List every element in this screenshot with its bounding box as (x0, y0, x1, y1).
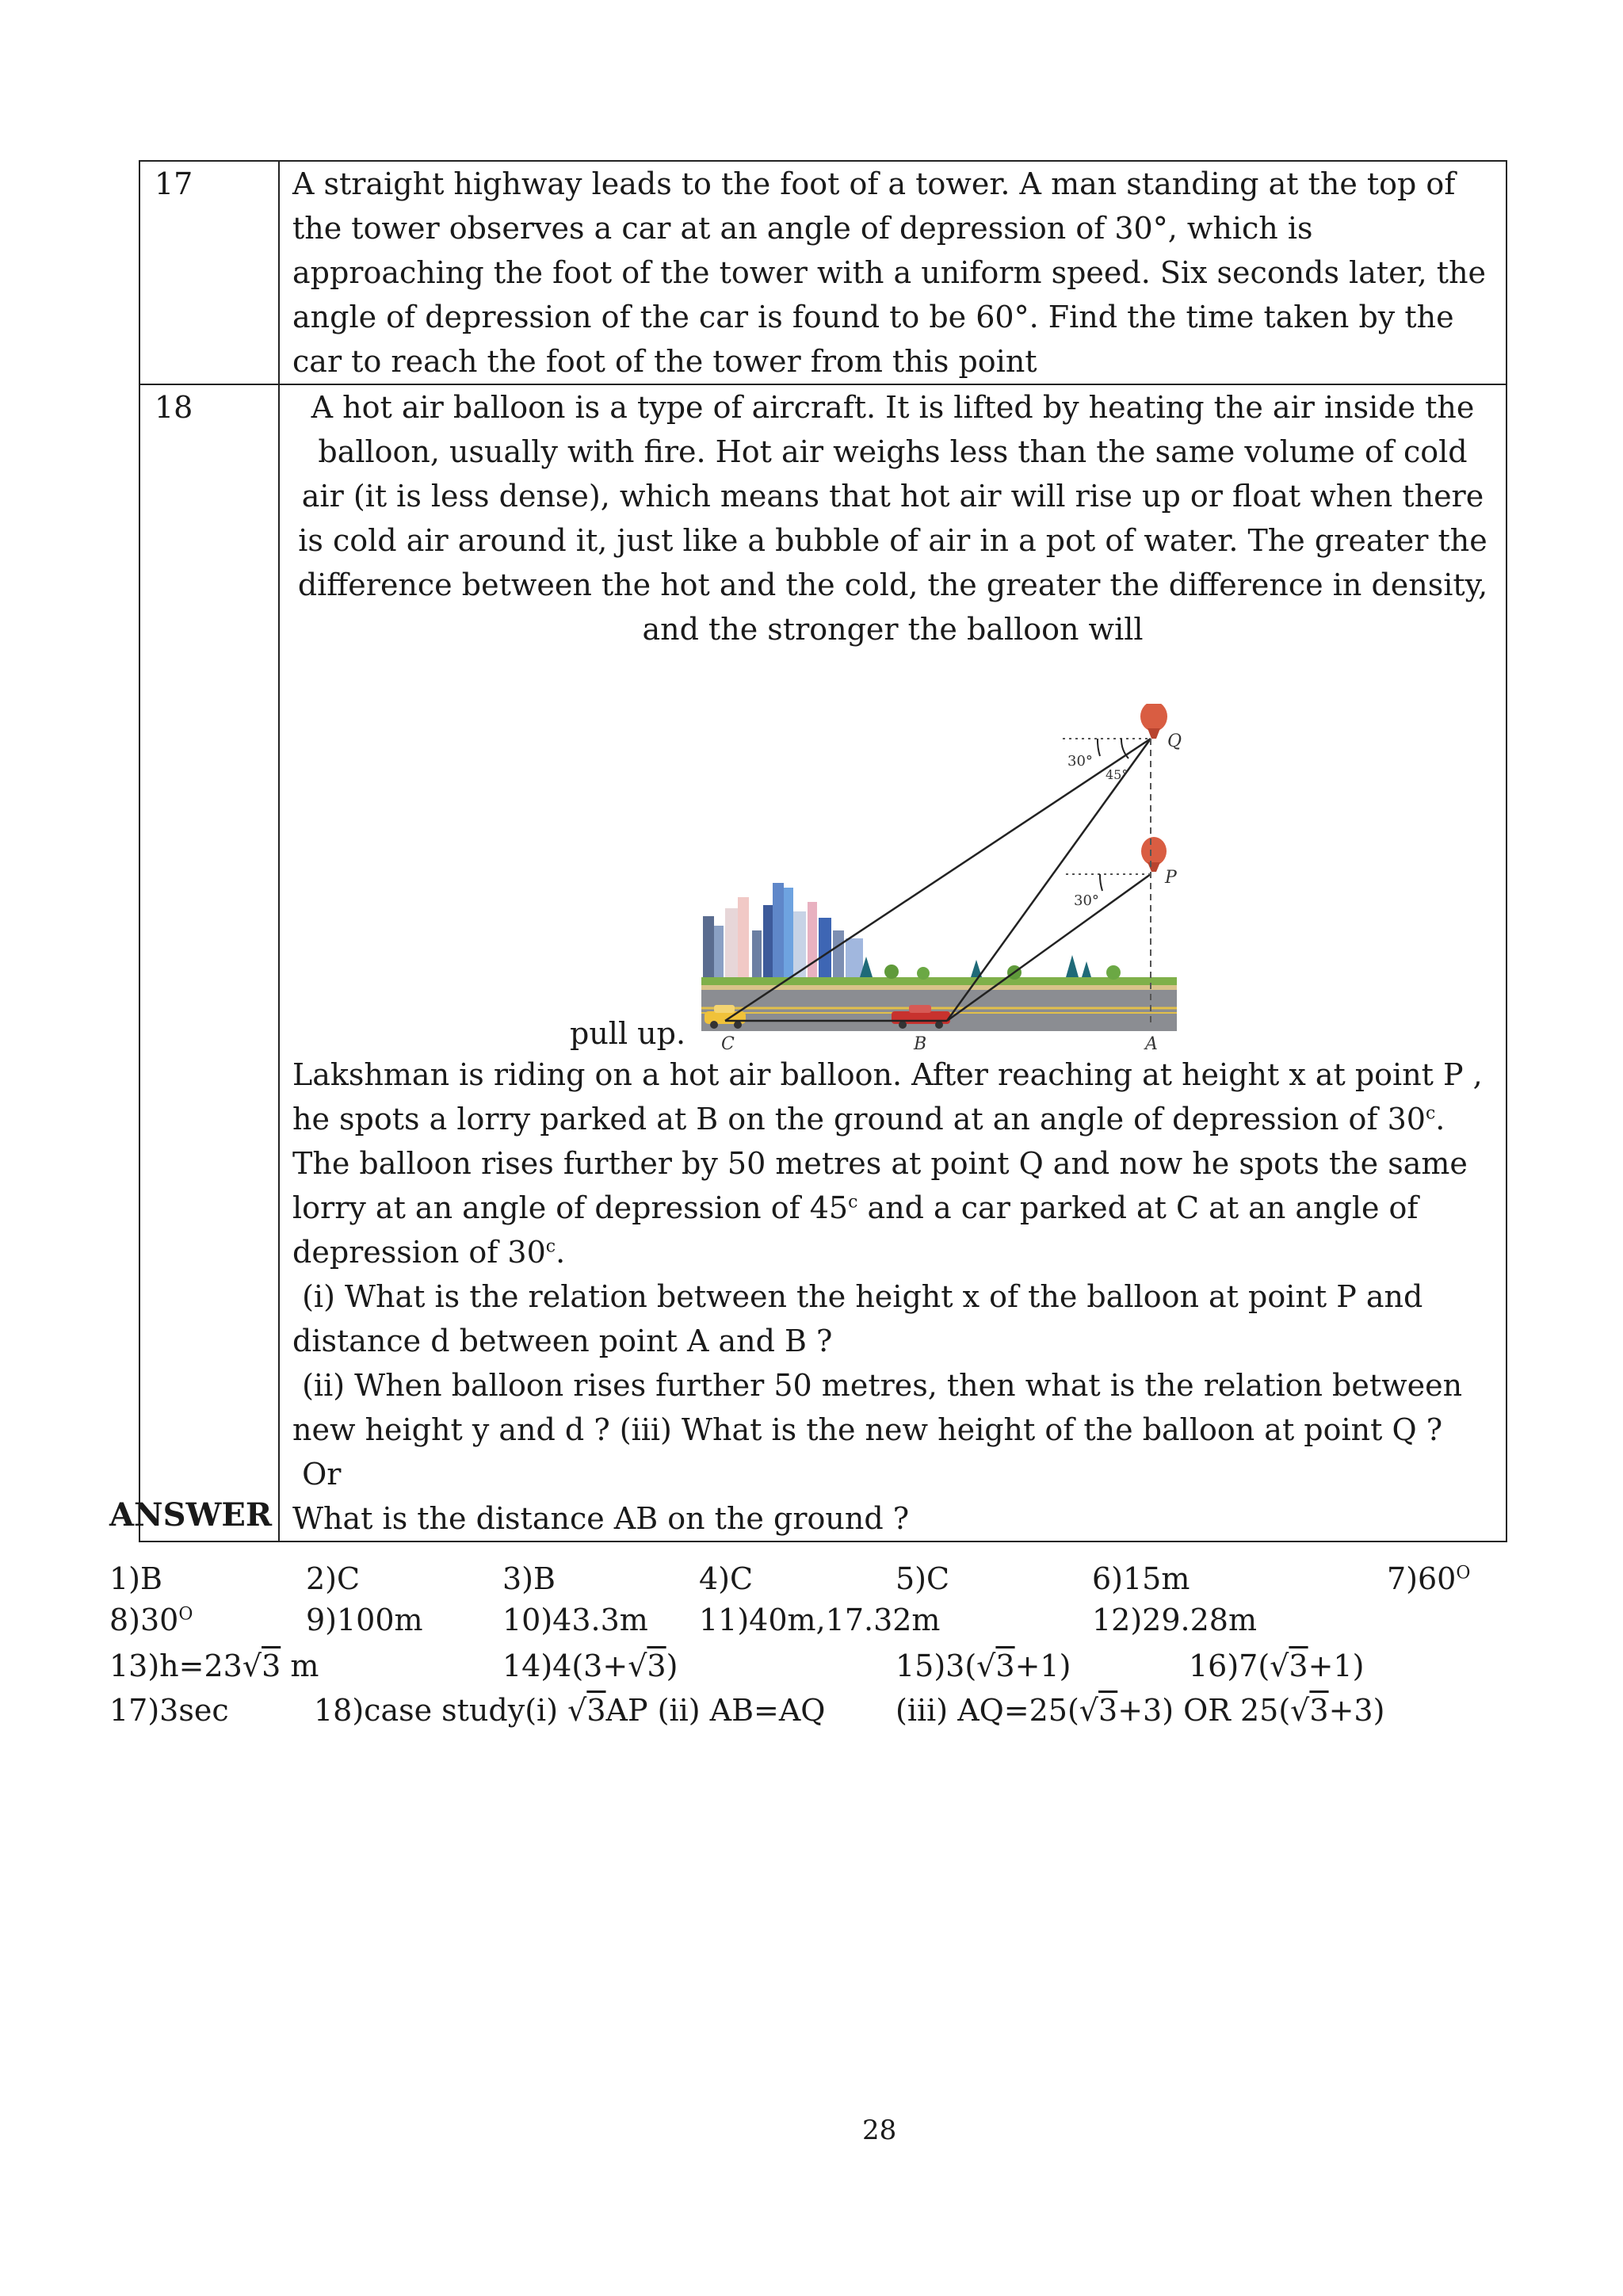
answer-4: 4)C (699, 1561, 754, 1596)
angle-label-q-45: 45° (1106, 767, 1128, 782)
answer-9: 9)100m (306, 1603, 423, 1637)
degree-sup: c (545, 1236, 556, 1257)
answer-17: 17)3sec (109, 1693, 229, 1728)
answer-8: $8)30^O$ (109, 1603, 193, 1637)
body-text: . (556, 1235, 566, 1270)
answer-12: 12)29.28m (1092, 1603, 1257, 1637)
answer-title: ANSWER (109, 1496, 273, 1534)
label-a: A (1145, 1034, 1158, 1052)
answer-2: 2)C (306, 1561, 361, 1596)
angle-label-q-30: 30° (1067, 753, 1093, 770)
answer-1: 1)B (109, 1561, 162, 1596)
question-body (279, 384, 1507, 1541)
question-number: 18 (139, 384, 279, 1541)
balloon-p-icon (1141, 837, 1167, 872)
or-text: Or (292, 1457, 342, 1492)
answer-15: 15)3(√3+1) (896, 1648, 1071, 1683)
answer-6: 6)15m (1092, 1561, 1190, 1596)
question-row-17 (139, 161, 1507, 384)
figure-row (292, 656, 1493, 1052)
questions-table (139, 160, 1507, 1542)
body-text: and a car parked at C at an angle of depression of 30 (292, 1190, 1419, 1270)
label-p: P (1165, 868, 1177, 888)
question-number: 17 (139, 161, 279, 384)
page-number: 28 (862, 2115, 897, 2146)
answer-7: $7)60^O$ (1387, 1561, 1471, 1596)
pull-up-text: pull up. (570, 1016, 686, 1051)
answer-13: 13)h=23√3 m (109, 1648, 319, 1683)
answer-18-iii: (iii) AQ=25(√3+3) OR 25(√3+3) (896, 1693, 1385, 1728)
degree-sup: c (848, 1192, 858, 1213)
question-row-18 (139, 384, 1507, 1541)
part-ii: (ii) When balloon rises further 50 metres, then what is the relation between new height y and d ? (iii) What is the new height of the balloon at point Q ? (292, 1368, 1472, 1447)
label-c: C (721, 1034, 735, 1052)
part-i: (i) What is the relation between the height x of the balloon at point P and distance d between point A and B ? (292, 1279, 1433, 1358)
case-study-intro: A hot air balloon is a type of aircraft. It is lifted by heating the air inside the balloon, usually with fire. Hot air weighs less than the same volume of cold air (it is less dense), which means that hot air will rise up or float when there is cold air around it, just like a bubble of air in a pot of water. The greater the difference between the hot and the cold, the greater the difference in density, and the stronger the balloon will (297, 390, 1488, 647)
label-q: Q (1167, 732, 1182, 751)
balloon-q-icon (1140, 704, 1167, 739)
answer-5: 5)C (896, 1561, 950, 1596)
last-question: What is the distance AB on the ground ? (292, 1501, 910, 1536)
answer-18: 18)case study(i) √3AP (ii) AB=AQ (314, 1693, 826, 1728)
city-skyline-illustration (701, 883, 1177, 985)
body-text: Lakshman is riding on a hot air balloon. After reaching at height x at point P , he spots a lorry parked at B on the ground at an angle of depression of 30 (292, 1057, 1483, 1137)
answer-11: 11)40m,17.32m (699, 1603, 941, 1637)
balloon-diagram (701, 704, 1193, 1052)
answer-16: 16)7(√3+1) (1189, 1648, 1365, 1683)
answer-10: 10)43.3m (502, 1603, 648, 1637)
angle-label-p-30: 30° (1074, 892, 1099, 909)
label-b: B (914, 1034, 927, 1052)
answer-3: 3)B (502, 1561, 556, 1596)
answer-14: 14)4(3+√3) (502, 1648, 678, 1683)
question-text: A straight highway leads to the foot of a tower. A man standing at the top of the tower observes a car at an angle of depression of 30°, which is approaching the foot of the tower with a uniform speed. Six seconds later, the angle of depression of the car is found to be 60°. Find the time taken by the car to reach the foot of the tower from this point (279, 161, 1507, 384)
case-study-body (292, 1052, 1493, 1274)
degree-sup: c (1425, 1103, 1436, 1124)
body-text: . The balloon rises further by 50 metres at point Q and now he spots the same lorry at an angle of depression of 45 (292, 1102, 1468, 1225)
